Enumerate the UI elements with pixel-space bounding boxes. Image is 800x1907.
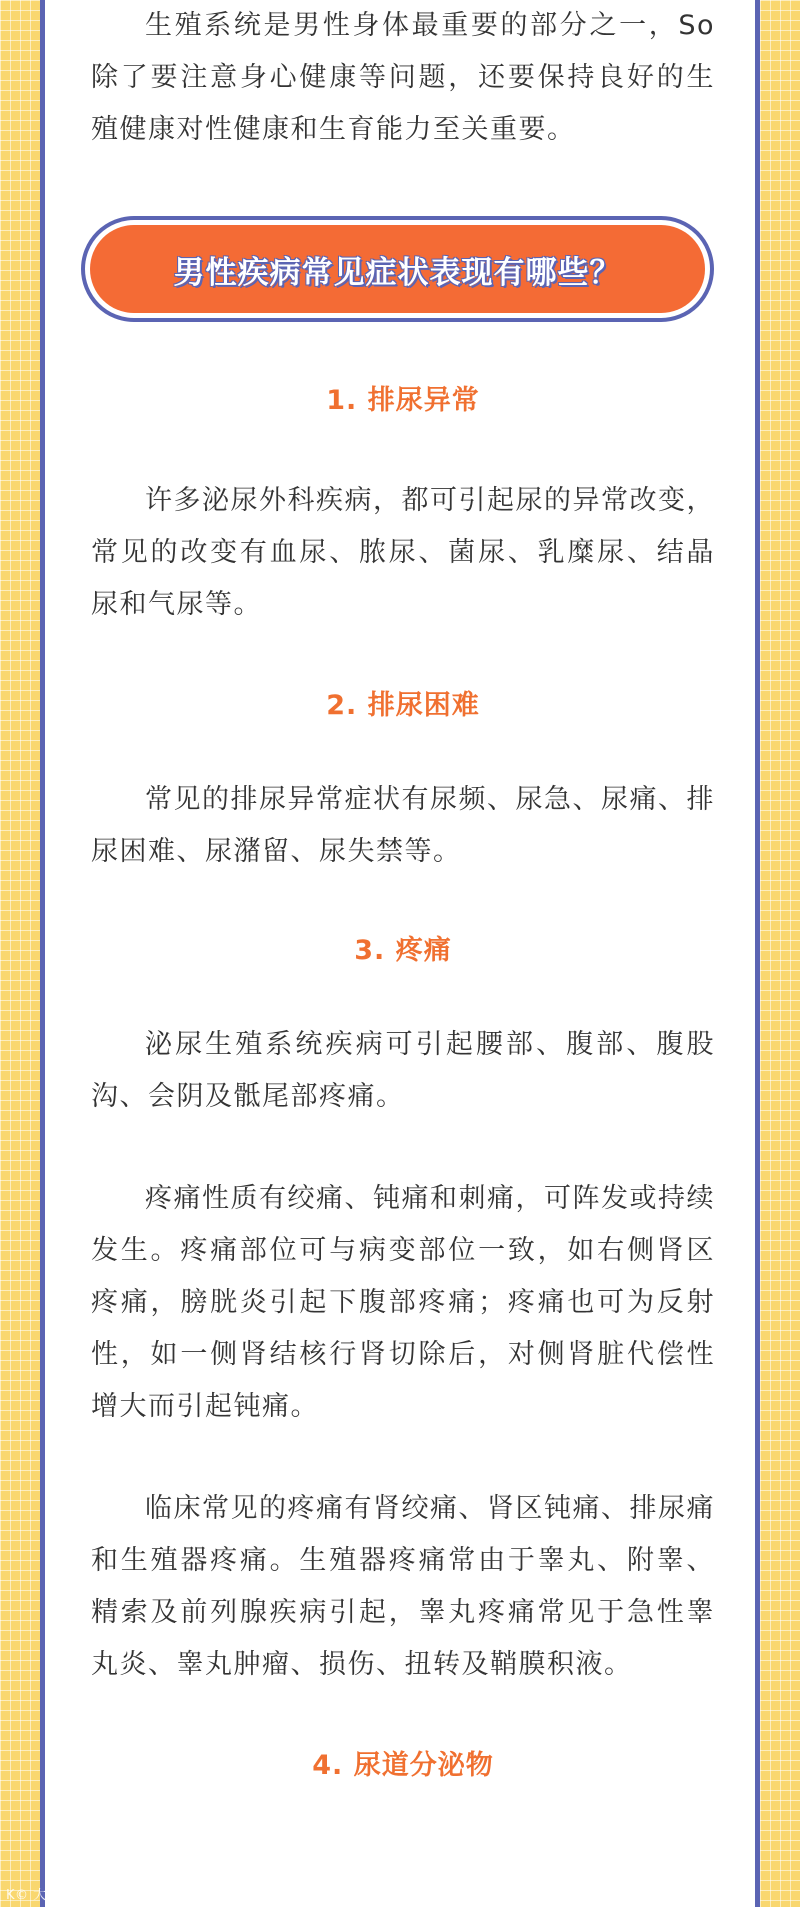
paragraph-urination-difficulty: 常见的排尿异常症状有尿频、尿急、尿痛、排尿困难、尿潴留、尿失禁等。 (91, 784, 715, 867)
section-banner-fill (90, 225, 705, 313)
section-heading-urethral-discharge: 4. 尿道分泌物 (312, 1750, 494, 1781)
watermark-logo: K© 大鱼号 (6, 1888, 74, 1903)
article-body (45, 0, 755, 1782)
paragraph-pain-clinical: 临床常见的疼痛有肾绞痛、肾区钝痛、排尿痛和生殖器疼痛。生殖器疼痛常由于睾丸、附睾、精索及前列腺疾病引起，睾丸疼痛常见于急性睾丸炎、睾丸肿瘤、损伤、扭转及鞘膜积液。 (91, 1493, 715, 1680)
paragraph-pain-locations: 泌尿生殖系统疾病可引起腰部、腹部、腹股沟、会阴及骶尾部疼痛。 (91, 1029, 715, 1112)
section-banner (81, 216, 714, 322)
banner-title: 男性疾病常见症状表现有哪些？ (173, 254, 622, 291)
paragraph-pain-nature: 疼痛性质有绞痛、钝痛和刺痛，可阵发或持续发生。疼痛部位可与病变部位一致，如右侧肾区疼痛，膀胱炎引起下腹部疼痛；疼痛也可为反射性，如一侧肾结核行肾切除后，对侧肾脏代偿性增大而引起钝痛。 (91, 1183, 715, 1422)
section-heading-urination-difficulty: 2. 排尿困难 (326, 690, 480, 721)
article-panel (40, 0, 760, 1907)
section-heading-urination-abnormal: 1. 排尿异常 (326, 385, 480, 416)
paragraph-urination-abnormal: 许多泌尿外科疾病，都可引起尿的异常改变，常见的改变有血尿、脓尿、菌尿、乳糜尿、结晶尿和气尿等。 (91, 485, 715, 620)
intro-paragraph: 生殖系统是男性身体最重要的部分之一，So 除了要注意身心健康等问题，还要保持良好的生殖健康对性健康和生育能力至关重要。 (91, 10, 715, 145)
section-heading-pain: 3. 疼痛 (354, 935, 452, 966)
